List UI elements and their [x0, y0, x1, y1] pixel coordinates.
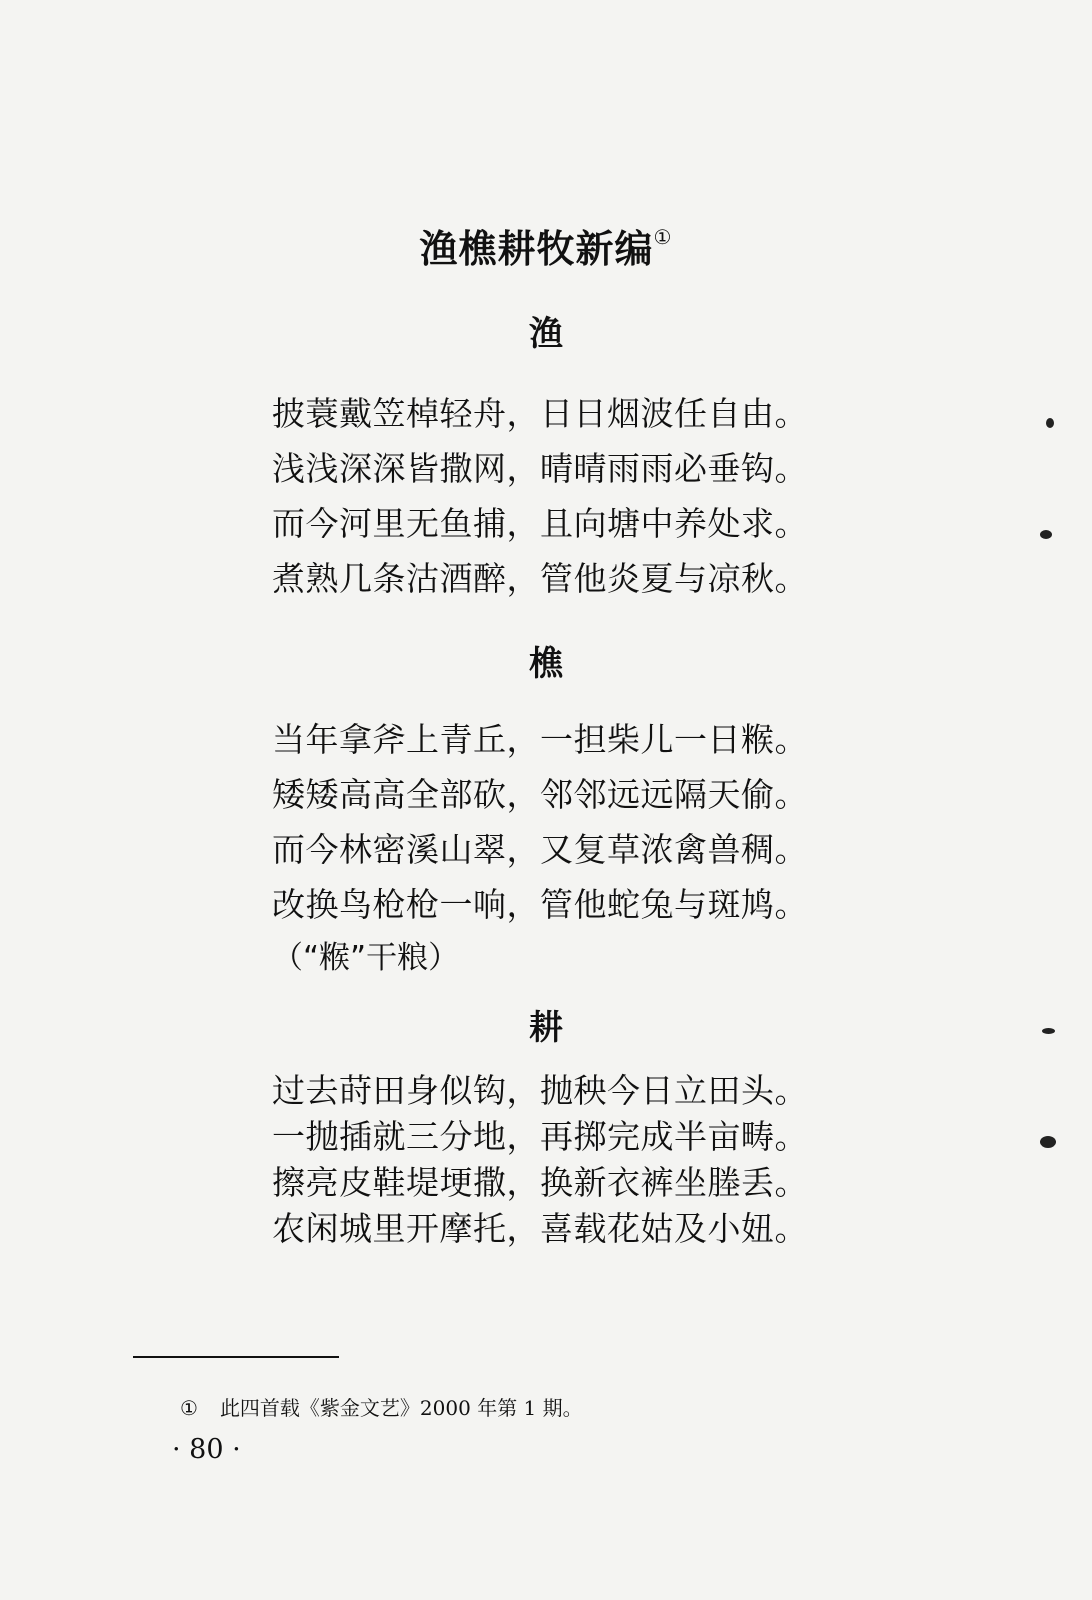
- poem-line: 而今林密溪山翠，又复草浓禽兽稠。: [272, 830, 808, 869]
- page-number: · 80 ·: [172, 1434, 241, 1465]
- footnote: [180, 1392, 583, 1421]
- scan-speck: [1046, 418, 1054, 428]
- poem-line: 过去莳田身似钩，抛秧今日立田头。: [272, 1071, 808, 1110]
- poem-title: [0, 218, 1092, 273]
- title-text: 渔樵耕牧新编: [419, 227, 654, 271]
- section-heading-fishing: 渔: [529, 314, 563, 354]
- poem-line: 矮矮高高全部砍，邻邻远远隔天偷。: [272, 775, 808, 814]
- poem-line: 而今河里无鱼捕，且向塘中养处求。: [272, 504, 808, 543]
- poem-line: 浅浅深深皆撒网，晴晴雨雨必垂钩。: [272, 449, 808, 488]
- poem-line: 披蓑戴笠棹轻舟，日日烟波任自由。: [272, 394, 808, 433]
- footnote-mark: ①: [180, 1396, 198, 1420]
- poem-line: 当年拿斧上青丘，一担柴儿一日糇。: [272, 720, 808, 759]
- poem-line: 一抛插就三分地，再掷完成半亩畴。: [272, 1117, 808, 1156]
- scan-speck: [1040, 1136, 1056, 1148]
- section-heading-farming: 耕: [529, 1008, 563, 1048]
- poem-stanza-woodcutting: [272, 712, 852, 984]
- footnote-divider: [133, 1356, 339, 1358]
- footnote-text: 此四首载《紫金文艺》2000 年第 1 期。: [219, 1396, 583, 1420]
- scan-speck: [1040, 530, 1052, 539]
- title-footnote-mark: ①: [653, 225, 673, 249]
- scan-speck: [1042, 1028, 1055, 1034]
- gloss-note: （“糇”干粮）: [272, 940, 460, 976]
- poem-line: 农闲城里开摩托，喜载花姑及小妞。: [272, 1209, 808, 1248]
- poem-stanza-fishing: [272, 386, 852, 606]
- section-heading-woodcutting: 樵: [529, 644, 563, 684]
- poem-stanza-farming: [272, 1068, 852, 1252]
- poem-line: 煮熟几条沽酒醉，管他炎夏与凉秋。: [272, 559, 808, 598]
- poem-line: 擦亮皮鞋堤埂撒，换新衣裤坐塍丢。: [272, 1163, 808, 1202]
- poem-line: 改换鸟枪枪一响，管他蛇兔与斑鸠。: [272, 885, 808, 924]
